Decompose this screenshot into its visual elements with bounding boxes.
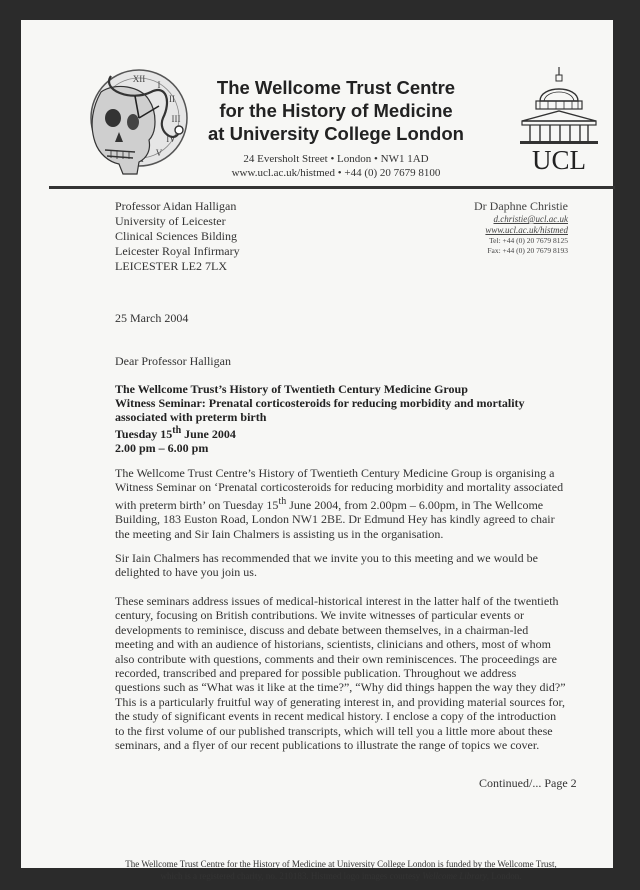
paragraph-line: to the first volume of our published transcripts, which will tell you a little more about these xyxy=(115,723,553,738)
paragraph-line: These seminars address issues of medical-historical interest in the latter half of the twentieth xyxy=(115,594,559,608)
subject-line: The Wellcome Trust’s History of Twentieth Century Medicine Group xyxy=(115,382,468,396)
recipient-line: University of Leicester xyxy=(115,214,226,228)
sender-contact xyxy=(446,198,568,255)
paragraph-2 xyxy=(115,551,590,580)
paragraph-line: delighted to have you join us. xyxy=(115,565,257,580)
svg-text:II: II xyxy=(169,94,175,104)
paragraph-line: Witness Seminar on ‘Prenatal corticosteroids for reducing morbidity and mortality associated xyxy=(115,480,564,495)
paragraph-line: seminars, and a flyer of our recent publications to illustrate the range of topics we cover. xyxy=(115,738,540,753)
paragraph-line: meeting and with an audience of historians, scientists, clinicians and others, most of whom xyxy=(115,637,551,652)
org-line-3: at University College London xyxy=(208,123,464,144)
paragraph-line: recorded, transcribed and prepared for possible publication. Throughout we address xyxy=(115,666,517,681)
svg-text:IV: IV xyxy=(166,134,176,144)
paragraph-3 xyxy=(115,594,590,752)
svg-text:I: I xyxy=(157,80,161,90)
paragraph-line: Building, 183 Euston Road, London NW1 2BE. Dr Edmund Hey has kindly agreed to chair xyxy=(115,512,555,527)
paragraph-line: developments to reminisce, discuss and debate between themselves, in a chairman-led xyxy=(115,622,529,637)
paragraph-line: with preterm birth’ on Tuesday 15th June 2004, from 2.00pm – 6.00pm, in The Wellcome xyxy=(115,495,544,512)
recipient-address xyxy=(115,199,240,274)
paragraph-line: questions such as “What was it like at the time?”, “Why did things happen the way they did?” xyxy=(115,680,566,695)
paragraph-line: Sir Iain Chalmers has recommended that we invite you to this meeting and we would be xyxy=(115,551,538,565)
paragraph-line: The Wellcome Trust Centre’s History of Twentieth Century Medicine Group is organising a xyxy=(115,466,555,480)
ucl-logo-text: UCL xyxy=(532,145,586,175)
continued-note: Continued/... Page 2 xyxy=(479,776,577,790)
subject-block xyxy=(115,382,555,455)
org-line-1: The Wellcome Trust Centre xyxy=(216,77,456,98)
salutation: Dear Professor Halligan xyxy=(115,354,231,368)
org-address: 24 Eversholt Street • London • NW1 1AD xyxy=(243,153,429,165)
ucl-logo xyxy=(514,65,604,177)
letterhead-rule xyxy=(49,186,615,189)
recipient-line: LEICESTER LE2 7LX xyxy=(115,259,227,273)
footer-line-2: which is a registered charity, no. 210183. Histmed logo images courtesy Wellcome Library, London. xyxy=(160,870,522,881)
paragraph-1 xyxy=(115,466,590,541)
svg-text:XII: XII xyxy=(132,74,146,84)
subject-line: associated with preterm birth xyxy=(115,410,267,424)
recipient-line: Professor Aidan Halligan xyxy=(115,199,237,213)
subject-time-line: 2.00 pm – 6.00 pm xyxy=(115,441,209,455)
sender-tel: Tel: +44 (0) 20 7679 8125 xyxy=(489,236,568,245)
org-web-phone: www.ucl.ac.uk/histmed • +44 (0) 20 7679 8100 xyxy=(231,167,441,179)
sender-email[interactable]: d.christie@ucl.ac.uk xyxy=(493,214,568,224)
letter-date: 25 March 2004 xyxy=(115,311,189,325)
subject-line: Witness Seminar: Prenatal corticosteroids for reducing morbidity and mortality xyxy=(115,396,525,410)
paragraph-line: This is a particularly fruitful way of generating interest in, and providing material sources for, xyxy=(115,694,566,709)
footer-line-1: The Wellcome Trust Centre for the History of Medicine at University College London is funded by the Wellcome Trust, xyxy=(125,859,557,869)
svg-text:III: III xyxy=(171,114,181,124)
recipient-line: Leicester Royal Infirmary xyxy=(115,244,240,258)
subject-date-line: Tuesday 15th June 2004 xyxy=(115,425,236,441)
organization-name xyxy=(171,76,501,145)
org-line-2: for the History of Medicine xyxy=(219,100,453,121)
paragraph-line: the study of significant events in recent medical history. I enclose a copy of the introduction xyxy=(115,709,557,724)
paragraph-line: also contribute with questions, comments and their own reminiscences. The proceedings are xyxy=(115,651,557,666)
svg-text:V: V xyxy=(155,148,163,158)
paragraph-line: the meeting and Sir Iain Chalmers is assisting us in the organisation. xyxy=(115,526,444,541)
sender-fax: Fax: +44 (0) 20 7679 8193 xyxy=(487,245,568,255)
sender-website[interactable]: www.ucl.ac.uk/histmed xyxy=(485,225,568,235)
paragraph-line: century, focusing on British contributions. We invite witnesses of particular events or xyxy=(115,608,524,623)
sender-name: Dr Daphne Christie xyxy=(474,199,568,213)
letter-page xyxy=(21,20,613,881)
footer-note xyxy=(81,859,601,882)
recipient-line: Clinical Sciences Bilding xyxy=(115,229,237,243)
